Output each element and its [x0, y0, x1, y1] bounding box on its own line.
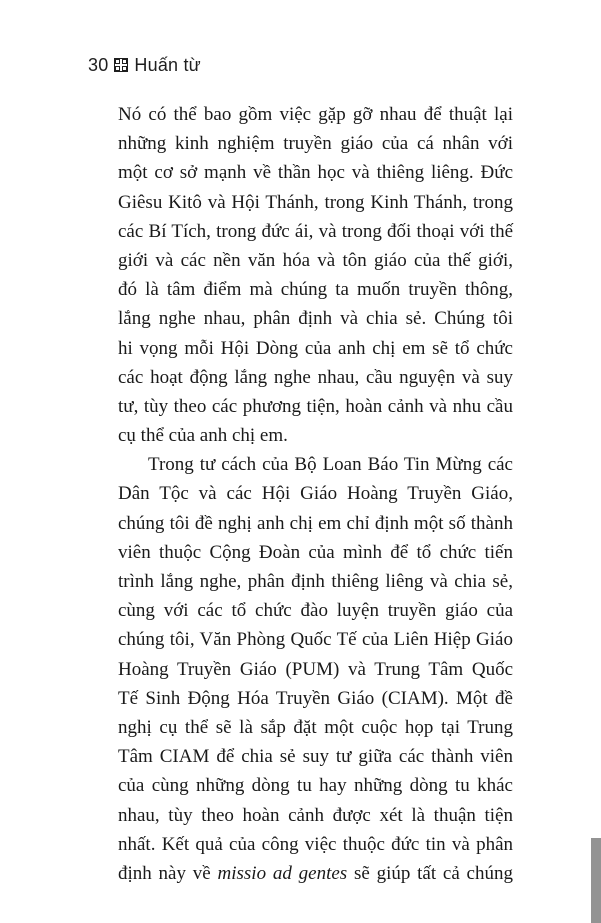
- text-line: nhất. Kết quả của công việc thuộc đức tin và phân: [118, 833, 513, 855]
- page-edge-strip: [591, 838, 601, 923]
- text-line: tư, tùy theo các phương tiện, hoàn cảnh và nhu cầu: [118, 395, 513, 417]
- text-line: một cơ sở mạnh về thần học và thiêng liêng. Đức: [118, 162, 513, 184]
- text-line: Hoàng Truyền Giáo (PUM) và Trung Tâm Quốc: [118, 658, 513, 680]
- page-number: 30: [88, 54, 109, 75]
- text-line: các Bí Tích, trong đức ái, và trong đối thoại với thế: [118, 220, 513, 242]
- chapter-title: Huấn từ: [134, 54, 201, 75]
- text-line-final: [118, 859, 513, 888]
- text-line: nghị cụ thể sẽ là sắp đặt một cuộc họp tại Trung: [118, 716, 513, 738]
- text-line: Tâm CIAM để chia sẻ suy tư giữa các thành viên: [118, 746, 513, 768]
- text-line: của cùng những dòng tu hay những dòng tu khác: [118, 775, 513, 797]
- text-line: hi vọng mỗi Hội Dòng của anh chị em sẽ tổ chức: [118, 337, 513, 359]
- text-line: trình lắng nghe, phân định thiêng liêng và chia sẻ,: [118, 571, 513, 592]
- text-line: cụ thể của anh chị em.: [118, 425, 288, 447]
- cross-icon: [114, 58, 128, 72]
- text-line: nhau, tùy theo hoàn cảnh được xét là thuận tiện: [118, 804, 513, 826]
- text-line: lắng nghe nhau, phân định và chia sẻ. Chúng tôi: [118, 308, 513, 330]
- text-line: Giêsu Kitô và Hội Thánh, trong Kinh Thánh, trong: [118, 191, 513, 213]
- text-line: những kinh nghiệm truyền giáo của cá nhân với: [118, 133, 513, 155]
- text-run: sẽ giúp tất cả chúng: [347, 862, 513, 884]
- text-line: Nó có thể bao gồm việc gặp gỡ nhau để thuật lại: [118, 104, 513, 125]
- text-line: chúng tôi đề nghị anh chị em chỉ định một số thành: [118, 512, 513, 534]
- running-header: [88, 51, 201, 79]
- text-line: chúng tôi, Văn Phòng Quốc Tế của Liên Hiệp Giáo: [118, 629, 513, 651]
- text-line: Dân Tộc và các Hội Giáo Hoàng Truyền Giáo,: [118, 483, 513, 505]
- paragraph-2: [118, 450, 513, 888]
- text-line: viên thuộc Cộng Đoàn của mình để tổ chức tiến: [118, 541, 513, 563]
- text-line: đó là tâm điểm mà chúng ta muốn truyền thông,: [118, 279, 513, 301]
- italic-term: missio ad gentes: [217, 862, 348, 884]
- text-line: Trong tư cách của Bộ Loan Báo Tin Mừng các: [148, 454, 513, 476]
- text-line: các hoạt động lắng nghe nhau, cầu nguyện và suy: [118, 366, 513, 388]
- body-text: [118, 100, 513, 888]
- text-line: Tế Sinh Động Hóa Truyền Giáo (CIAM). Một đề: [118, 687, 513, 709]
- text-line: cùng với các tổ chức đào luyện truyền giáo của: [118, 600, 513, 622]
- text-line: giới và các nền văn hóa và tôn giáo của thế giới,: [118, 249, 513, 271]
- text-run: định này về: [118, 862, 218, 884]
- paragraph-1: [118, 100, 513, 450]
